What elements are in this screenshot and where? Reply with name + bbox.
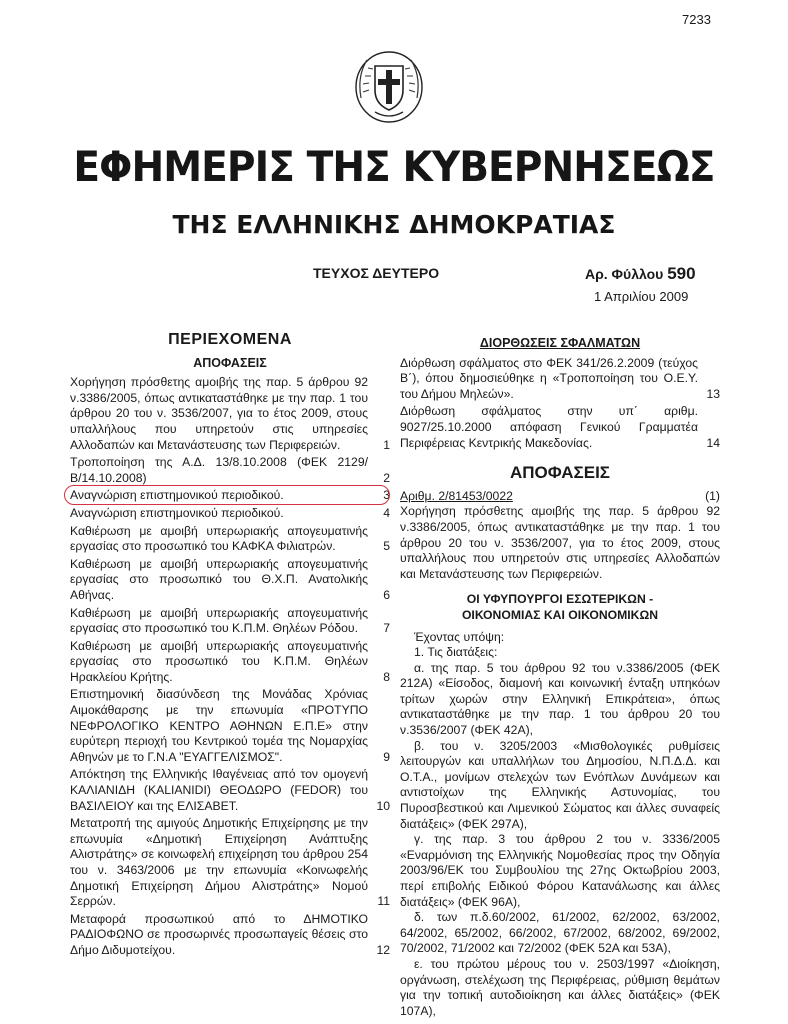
toc-item-text: Μεταφορά προσωπικού από το ΔΗΜΟΤΙΚΟ ΡΑΔΙΟΦΩΝΟ σε προσωρινές προσωπαγείς θέσεις στο Δήμο Διδυμοτείχου.	[70, 911, 368, 957]
contents-heading: ΠΕΡΙΕΧΟΜΕΝΑ	[168, 331, 292, 348]
toc-item[interactable]	[70, 606, 390, 637]
toc-item-text: Αναγνώριση επιστημονικού περιοδικού.	[70, 505, 284, 520]
page-number: 7233	[682, 12, 711, 27]
toc-item-page: 12	[376, 942, 390, 957]
toc-item[interactable]	[70, 375, 390, 453]
ministers-line-2: ΟΙΚΟΝΟΜΙΑΣ ΚΑΙ ΟΙΚΟΝΟΜΙΚΩΝ	[461, 607, 659, 622]
main-column	[400, 330, 720, 1019]
provision-paragraph: α. της παρ. 5 του άρθρου 92 του ν.3386/2005 (ΦΕΚ 212Α) «Είσοδος, διαμονή και κοινωνική ένταξη υπηκόων τρίτων χωρών στην Ελληνική Επικράτεια», όπως αντικαταστάθηκε με την παρ. 1 του άρθρου 20 του ν.3536/2007 (ΦΕΚ 42Α),	[400, 660, 720, 738]
toc-item[interactable]	[70, 767, 390, 814]
decisions-heading: ΑΠΟΦΑΣΕΙΣ	[509, 463, 611, 483]
toc-item-highlighted[interactable]	[70, 488, 390, 504]
correction-item-page: 13	[706, 386, 720, 401]
decision-summary: Χορήγηση πρόσθετης αμοιβής της παρ. 5 άρθρου 92 ν.3386/2005, όπως αντικαταστάθηκε με την παρ. 1 του άρθρου 20 του ν. 3536/2007, για το έτος 2009, στους υπαλλήλους που υπηρετούν στις υπηρεσίες Αλλοδαπών και Μετανάστευσης των Περιφερειών.	[400, 504, 720, 581]
toc-item-text: Μετατροπή της αμιγούς Δημοτικής Επιχείρησης με την επωνυμία «Δημοτική Επιχείρηση Ανάπτυξης Αλιστράτης» σε κοινωφελή επιχείρηση του άρθρου 254 του ν. 3463/2006 με την επωνυμία «Κοινωφελής Δημοτική Επιχείρηση Δήμου Αλιστράτης» Νομού Σερρών.	[70, 816, 368, 909]
toc-item-text: Καθιέρωση με αμοιβή υπερωριακής απογευματινής εργασίας στο προσωπικό του ΚΑΦΚΑ Φιλιατρών.	[70, 523, 368, 554]
toc-item[interactable]	[70, 506, 390, 522]
toc-item-page: 2	[383, 470, 390, 485]
red-circle-highlight	[64, 485, 390, 505]
toc-item-text: Καθιέρωση με αμοιβή υπερωριακής απογευματινής εργασίας στο προσωπικό του Κ.Π.Μ. Θηλέων Ρόδου.	[70, 605, 368, 636]
correction-item-text: Διόρθωση σφάλματος στο ΦΕΚ 341/26.2.2009 (τεύχος Β΄), όπου δημοσιεύθηκε η «Τροποποίηση του Ο.Ε.Υ. του Δήμου Μηλεών».	[400, 355, 698, 401]
toc-item-text: Καθιέρωση με αμοιβή υπερωριακής απογευματινής εργασίας στο προσωπικό του Κ.Π.Μ. Θηλέων Ηρακλείου Κρήτης.	[70, 638, 368, 684]
correction-item[interactable]	[400, 356, 720, 403]
toc-item-page: 8	[383, 669, 390, 684]
provision-paragraph: γ. της παρ. 3 του άρθρου 2 του ν. 3336/2005 «Εναρμόνιση της Ελληνικής Νομοθεσίας προς την Οδηγία 2003/96/ΕΚ του Συμβουλίου της 27ης Οκτωβρίου 2003, περί επιβολής Ειδικού Φόρου Κατανάλωσης και άλλες διατάξεις» (ΦΕΚ 96Α),	[400, 832, 720, 909]
toc-item-page: 11	[377, 894, 390, 909]
toc-item-page: 3	[383, 488, 390, 503]
toc-item-page: 9	[383, 749, 390, 764]
toc-item[interactable]	[70, 687, 390, 765]
sheet-label: Αρ. Φύλλου	[585, 266, 664, 282]
toc-item-text: Επιστημονική διασύνδεση της Μονάδας Χρόνιας Αιμοκάθαρσης με την επωνυμία «ΠΡΟΤΥΠΟ ΝΕΦΡΟΛΟΓΙΚΟ ΚΕΝΤΡΟ ΑΘΗΝΩΝ Ε.Π.Ε» στην ευρύτερη περιοχή του Κεντρικού τομέα της Νομαρχίας Αθηνών με το Γ.Ν.Α "ΕΥΑΓΓΕΛΙΣΜΟΣ".	[70, 687, 368, 764]
toc-item[interactable]	[70, 912, 390, 959]
toc-item-text: Τροποποίηση της Α.Δ. 13/8.10.2008 (ΦΕΚ 2129/Β/14.10.2008)	[70, 455, 368, 485]
decision-reference: Αριθμ. 2/81453/0022	[400, 488, 513, 503]
toc-item-text: Απόκτηση της Ελληνικής Ιθαγένειας από τον ομογενή ΚΑΛΙΑΝΙΔΗ (KALIANIDI) ΘΕΟΔΩΡΟ (FEDOR) του ΒΑΣΙΛΕΙΟΥ και της ΕΛΙΣΑΒΕΤ.	[70, 767, 368, 813]
toc-item[interactable]	[70, 455, 390, 486]
toc-item[interactable]	[70, 816, 390, 910]
toc-item-text: Αναγνώριση επιστημονικού περιοδικού.	[70, 488, 284, 503]
provision-paragraph: ε. του πρώτου μέρους του ν. 2503/1997 «Διοίκηση, οργάνωση, στελέχωση της Περιφέρειας, ρύθμιση θεμάτων για την τοπική αυτοδιοίκηση και άλλες διατάξεις» (ΦΕΚ 107Α),	[400, 956, 720, 1018]
decision-number: (1)	[705, 488, 720, 503]
ministers-line-1: ΟΙ ΥΦΥΠΟΥΡΓΟΙ ΕΣΩΤΕΡΙΚΩΝ -	[466, 592, 654, 607]
correction-item-text: Διόρθωση σφάλματος στην υπ΄ αριθμ. 9027/25.10.2000 απόφαση Γενικού Γραμματέα Περιφέρειας Κεντρικής Μακεδονίας.	[400, 404, 698, 450]
toc-item-page: 4	[383, 505, 390, 520]
toc-item-page: 5	[383, 539, 390, 554]
correction-item-page: 14	[706, 435, 720, 450]
gazette-title: ΕΦΗΜΕΡΙΣ ΤΗΣ ΚΥΒΕΡΝΗΣΕΩΣ	[73, 142, 715, 191]
ministers-heading	[400, 592, 720, 623]
gazette-subtitle: ΤΗΣ ΕΛΛΗΝΙΚΗΣ ΔΗΜΟΚΡΑΤΙΑΣ	[172, 210, 616, 239]
toc-item[interactable]	[70, 524, 390, 555]
sheet-number-value: 590	[667, 264, 696, 283]
greek-coat-of-arms-emblem	[353, 46, 425, 124]
issue-label: ΤΕΥΧΟΣ ΔΕΥΤΕΡΟ	[313, 265, 440, 281]
toc-item-page: 6	[383, 587, 390, 602]
toc-item-page: 10	[376, 798, 390, 813]
considering-text: Έχοντας υπόψη:	[414, 629, 505, 644]
sheet-number	[585, 264, 696, 284]
issue-date: 1 Απριλίου 2009	[594, 289, 689, 304]
decision-reference-row	[400, 489, 720, 505]
toc-item-page: 7	[383, 621, 390, 636]
toc-item[interactable]	[70, 639, 390, 686]
toc-item-page: 1	[383, 437, 390, 452]
toc-item-text: Χορήγηση πρόσθετης αμοιβής της παρ. 5 άρθρου 92 ν.3386/2005, όπως αντικαταστάθηκε με την παρ. 1 του άρθρου 20 του ν. 3536/2007, για το έτος 2009, στους υπαλλήλους που υπηρετούν στις υπηρεσίες Αλλοδαπών και Μετανάστευσης των Περιφερειών.	[70, 375, 368, 452]
decisions-subheading: ΑΠΟΦΑΣΕΙΣ	[193, 355, 267, 370]
provision-paragraph: δ. των π.δ.60/2002, 61/2002, 62/2002, 63/2002, 64/2002, 65/2002, 66/2002, 67/2002, 68/2002, 69/2002, 70/2002, 71/2002 και 72/2002 (ΦΕΚ 52Α και 53Α),	[400, 910, 720, 956]
toc-item[interactable]	[70, 557, 390, 604]
provision-paragraph: β. του ν. 3205/2003 «Μισθολογικές ρυθμίσεις λειτουργών και υπαλλήλων του Δημοσίου, Ν.Π.Δ.Δ. και Ο.Τ.Α., μονίμων στελεχών των Ενόπλων Δυνάμεων και αντιστοίχων της Ελληνικής Αστυνομίας, του Πυροσβεστικού και Λιμενικού Σώματος και άλλες συναφείς διατάξεις» (ΦΕΚ 297Α),	[400, 738, 720, 831]
provisions-text: 1. Τις διατάξεις:	[414, 645, 498, 660]
toc-item-text: Καθιέρωση με αμοιβή υπερωριακής απογευματινής εργασίας στο προσωπικό του Θ.Χ.Π. Ανατολικής Αθήνας.	[70, 556, 368, 602]
contents-column	[70, 330, 390, 961]
correction-item[interactable]	[400, 404, 720, 451]
corrections-heading: ΔΙΟΡΘΩΣΕΙΣ ΣΦΑΛΜΑΤΩΝ	[479, 336, 641, 350]
